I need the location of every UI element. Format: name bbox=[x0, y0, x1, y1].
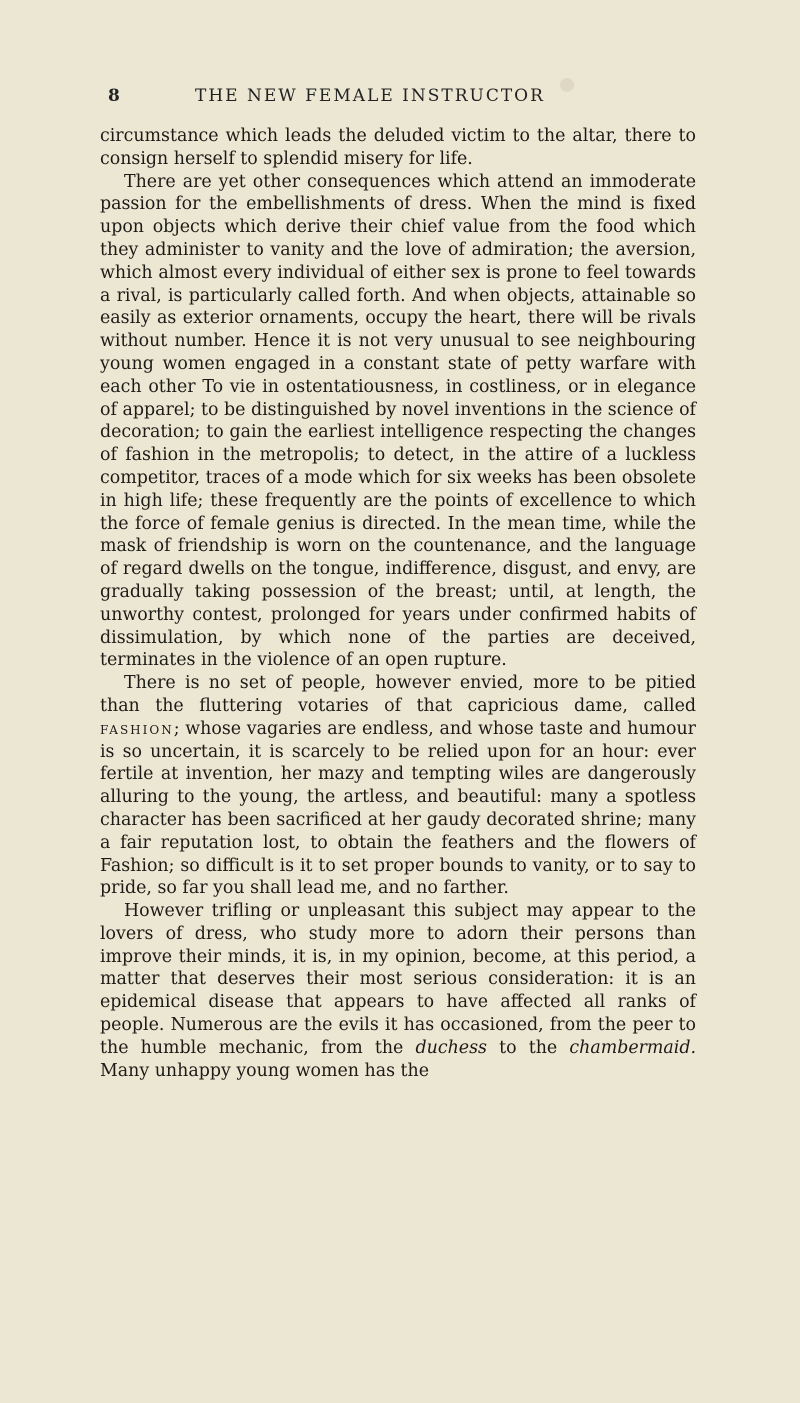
chambermaid-italic: chambermaid. bbox=[569, 1037, 697, 1058]
paragraph-4-text-end: Many unhappy young women has the bbox=[100, 1060, 430, 1081]
paragraph-4-text-middle: to the bbox=[499, 1037, 558, 1058]
paragraph-4-text-start: However trifling or unpleasant this subject may appear to the lovers of dress, who study more to adorn their persons than improve their minds, it is, in my opinion, become, at this period, a matter that deserves their most serious consideration: it is an epidemical disease that appears to have affected all ranks of people. Numerous are the evils it has occasioned, from the peer to the humble mechanic, from the bbox=[100, 901, 696, 1058]
paragraph-2-text: There are yet other consequences which attend an immoderate passion for the embellishments of dress. When the mind is fixed upon objects which derive their chief value from the food which they administer to vanity and the love of admiration; the aversion, which almost every individual of either sex is prone to feel towards a rival, is particularly called forth. And when objects, attainable so easily as exterior ornaments, occupy the heart, there will be rivals without number. Hence it is not very unusual to see neighbouring young women engaged in a constant state of petty warfare with each other To vie in ostentatiousness, in costliness, or in elegance of apparel; to be distinguished by novel inventions in the science of decoration; to gain the earliest intelligence respecting the changes of fashion in the metropolis; to detect, in the attire of a luckless competitor, traces of a mode which for six weeks has been obsolete in high life; these frequently are the points of excellence to which the force of female genius is directed. In the mean time, while the mask of friendship is worn on the countenance, and the language of regard dwells on the tongue, indifference, disgust, and envy, are gradually taking possession of the breast; until, at length, the unworthy contest, prolonged for years under confirmed habits of dissimulation, by which none of the parties are deceived, terminates in the violence of an open rupture. bbox=[100, 171, 696, 671]
duchess-italic: duchess bbox=[415, 1037, 487, 1058]
paragraph-3-text-end: ; whose vagaries are endless, and whose taste and humour is so uncertain, it is scarcely to be relied upon for an hour: ever fertile at invention, her mazy and tempting wiles are dangerously alluring to the young, the artless, and beautiful: many a spotless character has been sacrificed at her gaudy decorated shrine; many a fair reputation lost, to obtain the feathers and the flowers of Fashion; so difficult is it to set proper bounds to vanity, or to say to pride, so far you shall lead me, and no farther. bbox=[100, 718, 696, 899]
running-head bbox=[108, 86, 668, 116]
paragraph-3 bbox=[100, 672, 696, 900]
paragraph-3-text-start: There is no set of people, however envied, more to be pitied than the fluttering votaries of that capricious dame, called bbox=[100, 673, 696, 716]
running-title: THE NEW FEMALE INSTRUCTOR bbox=[195, 86, 545, 106]
paragraph-2 bbox=[100, 171, 696, 673]
page-number: 8 bbox=[108, 86, 122, 106]
body-text bbox=[100, 125, 696, 1082]
paragraph-1-text: circumstance which leads the deluded victim to the altar, there to consign herself to splendid misery for life. bbox=[100, 126, 696, 169]
fashion-smallcaps: fashion bbox=[100, 718, 174, 739]
paragraph-4 bbox=[100, 900, 696, 1082]
paragraph-1 bbox=[100, 125, 696, 171]
